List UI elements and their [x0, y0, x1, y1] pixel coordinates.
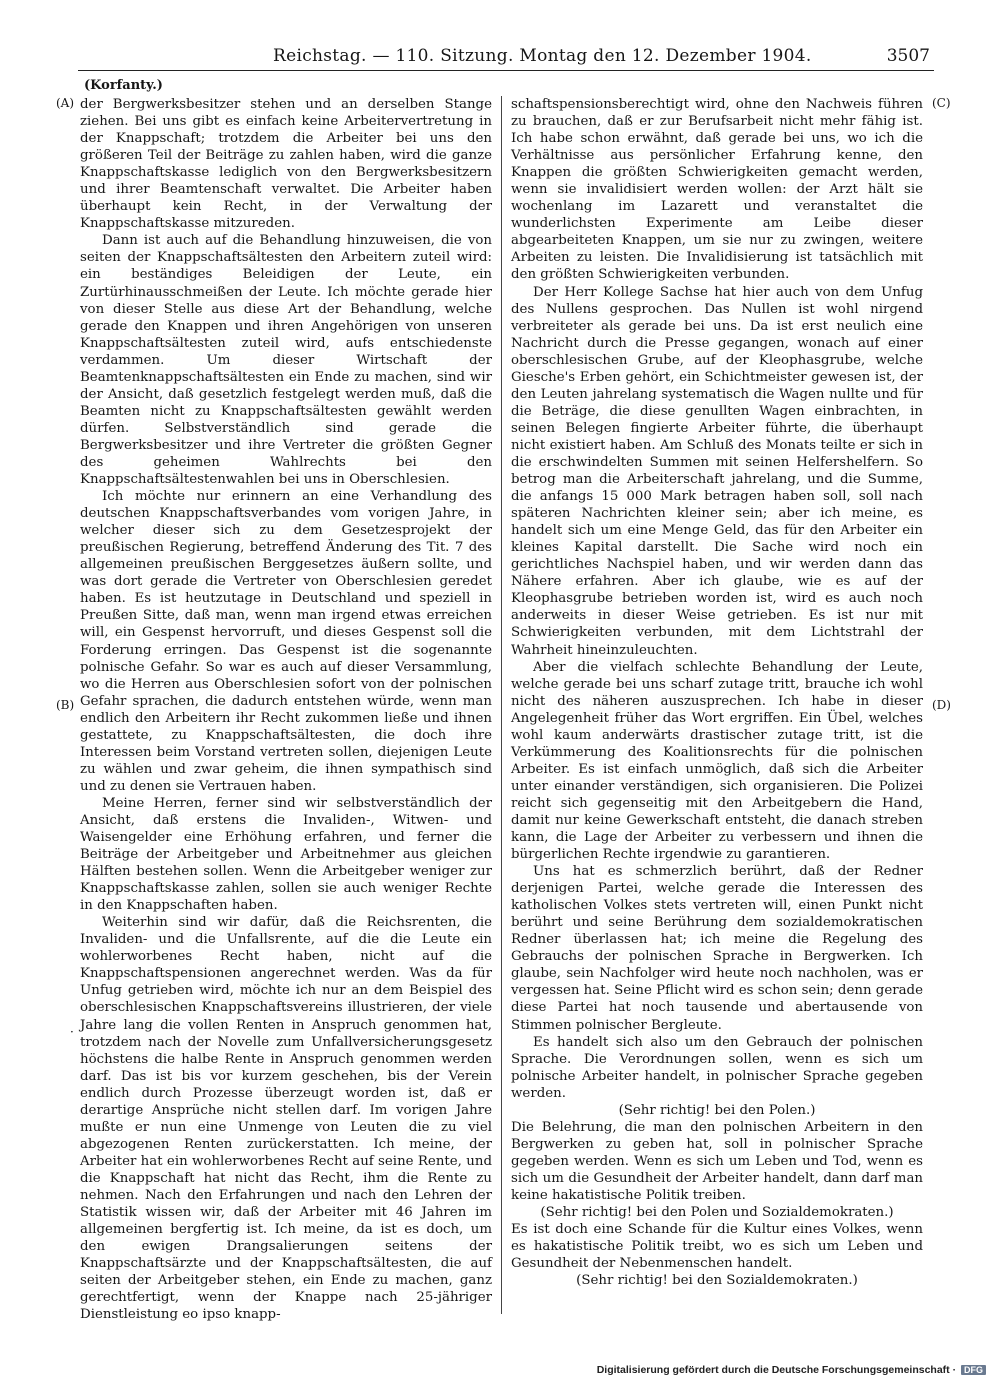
paragraph: Meine Herren, ferner sind wir selbstverständlich der Ansicht, daß erstens die Invaliden-, Witwen- und Waisengelder eine Erhöhung erfahren, und ferner die Beiträge der Arbeitgeber und Arbeitnehmer aus gleichen Hälften bestehen sollen. Wenn die Arbeitgeber weniger zur Knappschaftskasse zahlen, sollen sie auch weniger Rechte in den Knappschaften haben. — [80, 795, 492, 914]
paragraph: Der Herr Kollege Sachse hat hier auch von dem Unfug des Nullens gesprochen. Das Nullen ist wohl nirgend verbreiteter als gerade bei uns. Da ist erst neulich eine Nachricht durch die Presse gegangen, wonach auf einer oberschlesischen Grube, auf der Kleophasgrube, welche Giesche's Erben gehört, ein Schichtmeister gewesen ist, der den Leuten jahrelang systematisch die Wagen nullte und für die Beträge, die diese genullten Wagen einbrachten, in seinen Belegen fingierte Arbeiter führte, die überhaupt nicht existiert haben. Am Schluß des Monats teilte er sich in die erschwindelten Summen mit seinen Helfershelfern. So betrog man die Arbeiterschaft jahrelang, und die Summe, die anfangs 15 000 Mark betragen haben soll, soll nach späteren Nachrichten kleiner sein; aber ich meine, es handelt sich um eine Menge Geld, das für den Arbeiter ein kleines Kapital darstellt. Die Sache wird noch ein gerichtliches Nachspiel haben, und wir werden dann das Nähere erfahren. Aber ich glaube, wie es auf der Kleophasgrube betrieben worden ist, wird es auch noch anderweits in dieser Weise getrieben. Es ist nur mit Schwierigkeiten verbunden, mit dem Lichtstrahl der Wahrheit hineinzuleuchten. — [511, 284, 923, 658]
paragraph: Dann ist auch auf die Behandlung hinzuweisen, die von seiten der Knappschaftsältesten den Arbeitern zuteil wird: ein beständiges Beleidigen der Leute, ein Zurtürhinausschmeißen der Leute. Ich möchte gerade hier von dieser Stelle aus diese Art der Behandlung, welche gerade den Knappen und ihren Angehörigen von unseren Knappschaftsältesten zuteil wird, aufs entschiedenste verdammen. Um dieser Wirtschaft der Beamtenknappschaftsältesten ein Ende zu machen, sind wir der Ansicht, daß gesetzlich festgelegt werden muß, daß die Beamten nicht zu Knappschaftsältesten gewählt werden dürfen. Selbstverständlich sind gerade die Bergwerksbesitzer und ihre Vertreter die größten Gegner des geheimen Wahlrechts bei den Knappschaftsältestenwahlen bei uns in Oberschlesien. — [80, 233, 492, 488]
digitization-footer — [597, 1364, 986, 1376]
margin-marker-b: (B) — [56, 698, 75, 712]
margin-marker-d: (D) — [932, 698, 951, 712]
right-column — [511, 96, 923, 1289]
running-title: Reichstag. — 110. Sitzung. Montag den 12. Dezember 1904. — [273, 46, 812, 66]
left-column — [80, 96, 492, 1323]
margin-dot: · — [70, 1025, 74, 1039]
paragraph: Weiterhin sind wir dafür, daß die Reichsrenten, die Invaliden- und die Unfallsrente, auf die die Leute ein wohlerworbenes Recht haben, nicht auf die Knappschaftspensionen angerechnet werden. Was da für Unfug getrieben wird, möchte ich nur an dem Beispiel des oberschlesischen Knappschaftsvereins illustrieren, der viele Jahre lang die vollen Renten in Anspruch genommen hat, trotzdem nach der Novelle zum Unfallversicherungsgesetz höchstens die halbe Rente in Anspruch genommen werden darf. Das ist bis vor kurzem geschehen, bis der Verein endlich durch Prozesse überzeugt worden ist, daß er derartige Ansprüche nicht stellen darf. Im vorigen Jahre mußte er nun eine Unmenge von Leuten die zu viel abgezogenen Renten zurückerstatten. Ich meine, der Arbeiter hat ein wohlerworbenes Recht auf seine Rente, und die Knappschaft hat nicht das Recht, ihm die Rente zu nehmen. Nach den Erfahrungen und nach den Lehren der Statistik wissen wir, daß der Arbeiter mit 46 Jahren im allgemeinen bergfertig ist. Ich meine, da ist es doch, um den ewigen Drangsalierungen seitens der Knappschaftsärzte und der Knappschaftsältesten, die auf seiten der Arbeitgeber stehen, ein Ende zu machen, ganz gerechtfertigt, wenn der Knappe nach 25-jähriger Dienstleistung eo ipso knapp- — [80, 915, 492, 1323]
margin-marker-c: (C) — [932, 96, 951, 110]
page-header — [78, 42, 934, 71]
margin-marker-a: (A) — [56, 96, 75, 110]
paragraph: Es ist doch eine Schande für die Kultur eines Volkes, wenn es hakatistische Politik treibt, wo es sich um Leben und Gesundheit der Nebenmenschen handelt. — [511, 1222, 923, 1272]
footer-text: Digitalisierung gefördert durch die Deutsche Forschungsgemeinschaft · — [596, 1364, 957, 1376]
paragraph: schaftspensionsberechtigt wird, ohne den Nachweis führen zu brauchen, daß er zur Berufsarbeit nicht mehr fähig ist. Ich habe schon erwähnt, daß gerade bei uns, wo ich die Verhältnisse aus persönlicher Erfahrung kenne, den Knappen die größten Schwierigkeiten gemacht werden, wenn sie invalidisiert werden wollen: der Arzt hält sie wochenlang im Lazarett und veranstaltet die wunderlichsten Experimente am Leibe dieser abgearbeiteten Knappen, um sie nur zu zwingen, weitere Arbeiten zu leisten. Die Invalidisierung ist tatsächlich mit den größten Schwierigkeiten verbunden. — [511, 97, 923, 283]
interjection: (Sehr richtig! bei den Sozialdemokraten.) — [576, 1273, 858, 1289]
column-divider — [501, 96, 502, 1314]
interjection: (Sehr richtig! bei den Polen.) — [618, 1102, 816, 1118]
page-number: 3507 — [886, 46, 930, 66]
dfg-logo: DFG — [961, 1365, 986, 1375]
paragraph: Es handelt sich also um den Gebrauch der polnischen Sprache. Die Verordnungen sollen, wenn es sich um polnische Arbeiter handelt, in polnischer Sprache gegeben werden. — [511, 1034, 923, 1101]
paragraph: Aber die vielfach schlechte Behandlung der Leute, welche gerade bei uns scharf zutage tritt, brauche ich wohl nicht des näheren auszusprechen. Ich habe in dieser Angelegenheit früher das Wort ergriffen. Ein Übel, welches wohl kaum anderwärts drastischer zutage tritt, ist die Verkümmerung des Koalitionsrechts für die polnischen Arbeiter. Es ist einfach unmöglich, daß sich die Arbeiter unter einander verständigen, sich organisieren. Die Polizei reicht sich gegenseitig mit den Arbeitgebern die Hand, damit nur keine Gewerkschaft entsteht, die danach streben kann, die Lage der Arbeiter zu verbessern und ihnen die bürgerlichen Rechte irgendwie zu garantieren. — [511, 659, 923, 863]
paragraph: der Bergwerksbesitzer stehen und an derselben Stange ziehen. Bei uns gibt es einfach keine Arbeitervertretung in der Knappschaft; trotzdem die Arbeiter bei uns den größeren Teil der Beiträge zu zahlen haben, wird die ganze Knappschaftskasse lediglich von den Bergwerksbesitzern und ihrer Beamtenschaft verwaltet. Die Arbeiter haben überhaupt kein Recht, in der Verwaltung der Knappschaftskasse mitzureden. — [80, 97, 492, 232]
speaker-name: (Korfanty.) — [84, 78, 163, 93]
interjection: (Sehr richtig! bei den Polen und Sozialdemokraten.) — [540, 1205, 894, 1221]
paragraph: Die Belehrung, die man den polnischen Arbeitern in den Bergwerken zu geben hat, soll in polnischer Sprache gegeben werden. Wenn es sich um Leben und Tod, wenn es sich um die Gesundheit der Arbeiter handelt, dann darf man keine hakatistische Politik treiben. — [511, 1119, 923, 1203]
paragraph: Uns hat es schmerzlich berührt, daß der Redner derjenigen Partei, welche gerade die Interessen des katholischen Volkes stets vertreten will, einen Punkt nicht berührt und seine Berührung dem sozialdemokratischen Redner überlassen hat; ich meine die Regelung des Gebrauchs der polnischen Sprache in Bergwerken. Ich glaube, sein Nachfolger wird heute noch nachholen, was er vergessen hat. Seine Pflicht wird es schon sein; denn gerade diese Partei hat noch tausende und abertausende von Stimmen polnischer Bergleute. — [511, 864, 923, 1033]
paragraph: Ich möchte nur erinnern an eine Verhandlung des deutschen Knappschaftsverbandes vom vorigen Jahre, in welcher dieser sich zu dem Gesetzesprojekt der preußischen Regierung, betreffend Änderung des Tit. 7 des allgemeinen preußischen Berggesetzes äußern sollte, und was dort gerade die Vertreter von Oberschlesien geredet haben. Es ist heutzutage in Deutschland und speziell in Preußen Sitte, daß man, wenn man irgend etwas erreichen will, ein Gespenst hervorruft, und dieses Gespenst soll die Forderung erringen. Das Gespenst ist die sogenannte polnische Gefahr. So war es auch auf dieser Versammlung, wo die Herren aus Oberschlesien sofort von der polnischen Gefahr sprachen, die dadurch entstehen würde, wenn man endlich den Arbeitern ihr Recht zukommen ließe und ihnen gestattete, zu Knappschaftsältesten, die doch ihre Interessen beim Vorstand vertreten sollen, diejenigen Leute zu wählen und zwar geheim, die ihnen sympathisch sind und zu denen sie Vertrauen haben. — [80, 489, 492, 794]
